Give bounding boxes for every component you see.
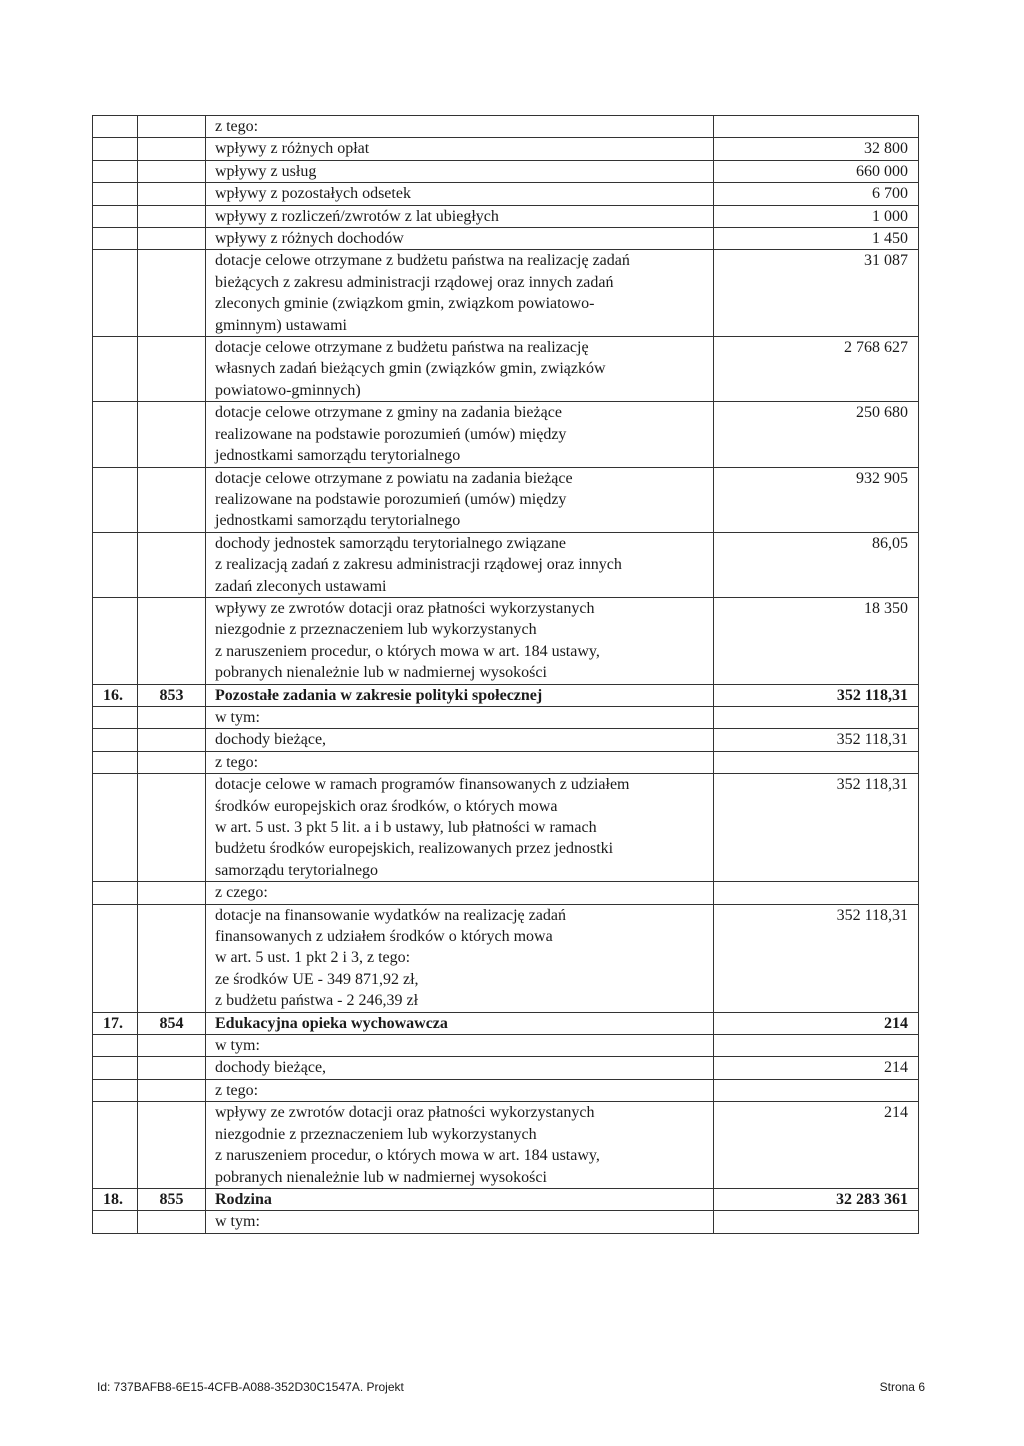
section-code-cell [138,532,206,597]
row-number-cell: 17. [93,1012,138,1034]
row-number-cell [93,160,138,182]
amount-cell [714,1211,919,1233]
description-cell: z tego: [206,751,714,773]
description-cell: dotacje celowe w ramach programów finansowanych z udziałem środków europejskich oraz środków, o których mowa w art. 5 ust. 3 pkt 5 lit. a i b ustawy, lub płatności w ramach budżetu środków europejskich, realizowanych przez jednostki samorządu terytorialnego [206,774,714,882]
amount-cell: 352 118,31 [714,904,919,1012]
table-row [93,751,919,773]
description-cell: dochody bieżące, [206,1057,714,1079]
section-code-cell [138,904,206,1012]
section-code-cell [138,1057,206,1079]
table-row [93,205,919,227]
amount-cell: 214 [714,1057,919,1079]
description-cell: Rodzina [206,1188,714,1210]
row-number-cell [93,597,138,684]
section-code-cell [138,1035,206,1057]
description-cell: Edukacyjna opieka wychowawcza [206,1012,714,1034]
amount-cell: 86,05 [714,532,919,597]
table-row [93,774,919,882]
description-cell: z tego: [206,1079,714,1101]
section-code-cell [138,138,206,160]
row-number-cell [93,1211,138,1233]
section-code-cell [138,116,206,138]
amount-cell [714,1079,919,1101]
section-code-cell: 854 [138,1012,206,1034]
row-number-cell [93,138,138,160]
row-number-cell [93,882,138,904]
row-number-cell [93,1035,138,1057]
section-code-cell [138,160,206,182]
row-number-cell [93,228,138,250]
amount-cell: 32 283 361 [714,1188,919,1210]
table-row [93,138,919,160]
row-number-cell [93,706,138,728]
amount-cell: 2 768 627 [714,337,919,402]
row-number-cell [93,729,138,751]
table-row [93,1188,919,1210]
amount-cell [714,882,919,904]
page-number: Strona 6 [879,1380,925,1394]
row-number-cell [93,904,138,1012]
description-cell: wpływy z rozliczeń/zwrotów z lat ubiegłych [206,205,714,227]
amount-cell [714,706,919,728]
section-code-cell: 853 [138,684,206,706]
description-cell: w tym: [206,1035,714,1057]
section-code-cell [138,1079,206,1101]
section-code-cell [138,774,206,882]
amount-cell [714,116,919,138]
amount-cell: 32 800 [714,138,919,160]
table-row [93,1057,919,1079]
table-row [93,183,919,205]
section-code-cell [138,183,206,205]
description-cell: dotacje celowe otrzymane z powiatu na zadania bieżące realizowane na podstawie porozumień (umów) między jednostkami samorządu terytorialnego [206,467,714,532]
description-cell: dochody bieżące, [206,729,714,751]
amount-cell: 214 [714,1012,919,1034]
amount-cell: 352 118,31 [714,774,919,882]
description-cell: wpływy z różnych opłat [206,138,714,160]
amount-cell [714,1035,919,1057]
table-row [93,228,919,250]
table-row [93,402,919,467]
table-row [93,160,919,182]
section-code-cell [138,1211,206,1233]
row-number-cell [93,1057,138,1079]
amount-cell [714,751,919,773]
section-code-cell [138,467,206,532]
description-cell: Pozostałe zadania w zakresie polityki społecznej [206,684,714,706]
table-row [93,882,919,904]
table-row [93,250,919,337]
section-code-cell [138,205,206,227]
amount-cell: 214 [714,1102,919,1189]
budget-table [92,115,919,1234]
table-row [93,532,919,597]
section-code-cell [138,228,206,250]
table-row [93,684,919,706]
amount-cell: 31 087 [714,250,919,337]
table-row [93,1012,919,1034]
row-number-cell: 16. [93,684,138,706]
row-number-cell [93,183,138,205]
amount-cell: 932 905 [714,467,919,532]
description-cell: dotacje na finansowanie wydatków na realizację zadań finansowanych z udziałem środków o których mowa w art. 5 ust. 1 pkt 2 i 3, z tego: ze środków UE - 349 871,92 zł, z budżetu państwa - 2 246,39 zł [206,904,714,1012]
amount-cell: 352 118,31 [714,729,919,751]
table-row [93,706,919,728]
row-number-cell [93,751,138,773]
section-code-cell [138,706,206,728]
document-id: Id: 737BAFB8-6E15-4CFB-A088-352D30C1547A. Projekt [97,1380,404,1394]
row-number-cell [93,532,138,597]
table-row [93,116,919,138]
table-row [93,729,919,751]
row-number-cell [93,337,138,402]
amount-cell: 1 450 [714,228,919,250]
amount-cell: 18 350 [714,597,919,684]
description-cell: wpływy ze zwrotów dotacji oraz płatności wykorzystanych niezgodnie z przeznaczeniem lub wykorzystanych z naruszeniem procedur, o których mowa w art. 184 ustawy, pobranych nienależnie lub w nadmiernej wysokości [206,597,714,684]
table-row [93,1211,919,1233]
table-row [93,1079,919,1101]
description-cell: w tym: [206,1211,714,1233]
table-row [93,904,919,1012]
row-number-cell [93,774,138,882]
description-cell: z czego: [206,882,714,904]
section-code-cell [138,597,206,684]
row-number-cell [93,467,138,532]
description-cell: wpływy ze zwrotów dotacji oraz płatności wykorzystanych niezgodnie z przeznaczeniem lub wykorzystanych z naruszeniem procedur, o których mowa w art. 184 ustawy, pobranych nienależnie lub w nadmiernej wysokości [206,1102,714,1189]
row-number-cell [93,1079,138,1101]
row-number-cell [93,116,138,138]
row-number-cell [93,250,138,337]
amount-cell: 6 700 [714,183,919,205]
table-row [93,1035,919,1057]
amount-cell: 660 000 [714,160,919,182]
amount-cell: 1 000 [714,205,919,227]
section-code-cell [138,729,206,751]
section-code-cell [138,882,206,904]
description-cell: dochody jednostek samorządu terytorialnego związane z realizacją zadań z zakresu administracji rządowej oraz innych zadań zleconych ustawami [206,532,714,597]
section-code-cell [138,402,206,467]
description-cell: z tego: [206,116,714,138]
description-cell: w tym: [206,706,714,728]
row-number-cell: 18. [93,1188,138,1210]
section-code-cell [138,250,206,337]
budget-table-body [93,116,919,1234]
amount-cell: 352 118,31 [714,684,919,706]
description-cell: dotacje celowe otrzymane z budżetu państwa na realizację zadań bieżących z zakresu administracji rządowej oraz innych zadań zleconych gminie (związkom gmin, związkom powiatowo- gminnym) ustawami [206,250,714,337]
table-row [93,597,919,684]
description-cell: wpływy z różnych dochodów [206,228,714,250]
row-number-cell [93,205,138,227]
table-row [93,1102,919,1189]
table-row [93,337,919,402]
amount-cell: 250 680 [714,402,919,467]
row-number-cell [93,1102,138,1189]
section-code-cell [138,337,206,402]
description-cell: wpływy z usług [206,160,714,182]
description-cell: dotacje celowe otrzymane z gminy na zadania bieżące realizowane na podstawie porozumień (umów) między jednostkami samorządu terytorialnego [206,402,714,467]
description-cell: dotacje celowe otrzymane z budżetu państwa na realizację własnych zadań bieżących gmin (związków gmin, związków powiatowo-gminnych) [206,337,714,402]
section-code-cell [138,1102,206,1189]
description-cell: wpływy z pozostałych odsetek [206,183,714,205]
row-number-cell [93,402,138,467]
section-code-cell: 855 [138,1188,206,1210]
table-row [93,467,919,532]
section-code-cell [138,751,206,773]
